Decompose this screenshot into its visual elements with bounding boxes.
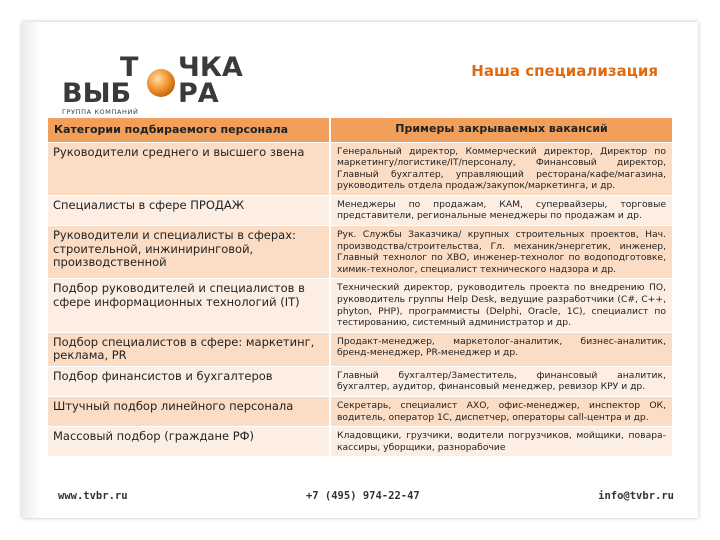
page-title: Наша специализация [471,62,658,80]
company-logo [58,40,258,118]
examples-cell: Продакт-менеджер, маркетолог-аналитик, бизнес-аналитик, бренд-менеджер, PR-менеджер и др. [337,335,666,359]
table-row [48,397,672,427]
examples-cell: Секретарь, специалист АХО, офис-менеджер, инспектор ОК, водитель, оператор 1С, диспетчер, операторы call-центра и др. [337,400,666,423]
header-categories: Категории подбираемого персонала [48,118,331,142]
table-row [48,427,672,457]
logo-orb-icon [147,69,175,97]
slide [22,22,698,518]
logo-subtitle: ГРУППА КОМПАНИЙ [62,108,139,116]
table-row [48,367,672,397]
logo-word-vyb: ВЫБ [62,78,132,109]
table-row [48,279,672,332]
table-row [48,226,672,279]
category-cell: Массовый подбор (граждане РФ) [48,427,331,456]
logo-word-ra: РА [178,78,219,109]
category-cell: Руководители и специалисты в сферах: строительной, инжиниринговой, производственной [48,226,331,278]
slide-edge-shade [22,22,40,518]
table-row [48,196,672,226]
category-cell: Специалисты в сфере ПРОДАЖ [48,196,331,225]
category-cell: Подбор специалистов в сфере: маркетинг, реклама, PR [48,333,331,366]
phone-number[interactable]: +7 (495) 974-22-47 [305,490,420,502]
logo-word-chka: ЧКА [178,52,243,83]
website-link[interactable]: www.tvbr.ru [58,490,128,502]
examples-cell: Технический директор, руководитель проекта по внедрению ПО, руководитель группы Help Desk, ведущие разработчики (C#, C++, phyton, PHP), программисты (Delphi, Oracle, 1C), специалист по тестированию, системный администратор и др. [337,282,666,329]
table-row [48,333,672,367]
specialization-table [48,118,672,457]
category-cell: Подбор руководителей и специалистов в сфере информационных технологий (IT) [48,279,331,331]
footer [58,490,674,502]
header-examples: Примеры закрываемых вакансий [395,122,608,135]
examples-cell: Генеральный директор, Коммерческий директор, Директор по маркетингу/логистике/IT/персоналу, Финансовый директор, Главный бухгалтер, управляющий ресторана/кафе/магазина, руководитель отдела продаж/закупок/маркетинга, и др. [337,145,666,192]
examples-cell: Главный бухгалтер/Заместитель, финансовый аналитик, бухгалтер, аудитор, финансовый менеджер, ревизор КРУ и др. [337,369,666,393]
examples-cell: Менеджеры по продажам, КАМ, супервайзеры, торговые представители, региональные менеджеры по продажам и др. [337,198,666,222]
table-row [48,143,672,196]
examples-cell: Рук. Службы Заказчика/ крупных строительных проектов, Нач. производства/строительства, Гл. механик/энергетик, инженер, Главный технолог по ХВО, инженер-технолог по водоподготовке, химик-технолог, специалист технического надзора и др. [337,229,666,275]
examples-cell: Кладовщики, грузчики, водители погрузчиков, мойщики, повара-кассиры, уборщики, разнорабочие [337,430,666,453]
category-cell: Штучный подбор линейного персонала [48,397,331,426]
email-link[interactable]: info@tvbr.ru [598,490,674,502]
category-cell: Руководители среднего и высшего звена [48,143,331,195]
logo-letter-t: Т [120,52,139,83]
category-cell: Подбор финансистов и бухгалтеров [48,367,331,396]
table-header-row [48,118,672,143]
